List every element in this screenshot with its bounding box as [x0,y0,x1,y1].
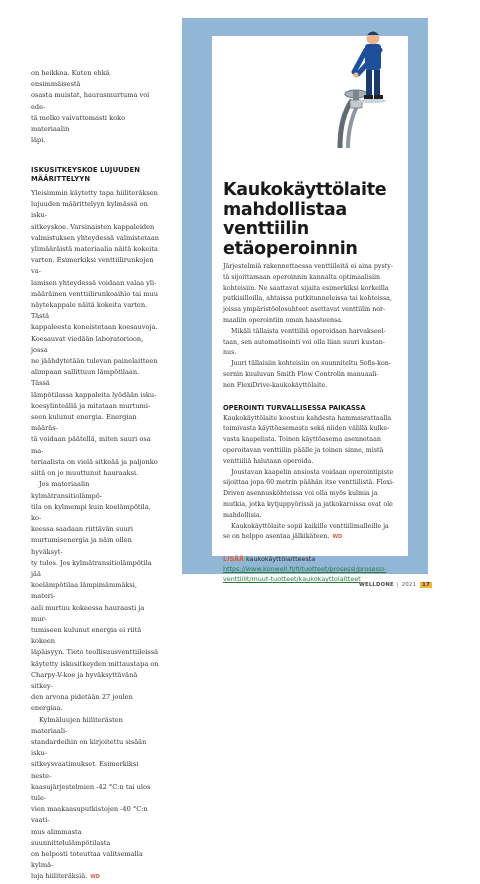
text-line: sernin kuuluvan Smith Flow Controlin manuaali- [223,370,379,378]
text-line: se on helppo asentaa jälkikäteen. [223,533,330,541]
text-line: tila on kylmempi kuin koelämpötila, ko- [31,502,151,522]
text-line: vien maakaasuputkistojen -40 °C:n vaati- [31,805,148,825]
text-line: kappaleesta koneistetaan koesauvoja. [31,323,158,332]
text-line: sijoittaa jopa 60 metrin päähän itse venttiilistä. Flexi- [223,479,395,487]
text-line: teriaalista on vielä sitkeää ja paljonko [31,457,158,466]
text-line: Charpy-V-koe ja hyväksyttävänä sitkey- [31,670,138,690]
text-line: määräinen venttiilirunkoaihio tai muu [31,289,159,298]
text-line: valmistuksen yhteydessä valmistetaan [31,233,160,242]
magazine-name: WELLDONE [358,582,394,588]
text-line: sitkeysvaatimukset. Esimerkiksi neste- [31,760,139,780]
text-line: Joustavan kaapelin ansiosta voidaan operointipiste [231,468,394,476]
text-line: ne jäähdytetään tulevan painelaitteen [31,357,158,366]
text-line: sitkeyskoe. Varsinaisten kappaleiden [31,222,155,231]
text-line: Järjestelmiä rakennettaessa venttiileitä ei aina pysty- [223,263,393,270]
text-line: standardeihin on kirjoitettu sisään isku- [31,737,147,758]
text-line: aali murtuu kokeessa hauraasti ja mur- [31,603,145,623]
text-line: Yleisimmin käytetty tapa hiiliteräksen [31,189,158,198]
text-line: tä sijoittamaan operoinnin kannalta optimaalisiin [223,273,381,281]
text-line: joissa ympäristöolosuhteet asettavat venttiilin nor- [223,306,386,314]
sidebar-paragraph-1 [223,262,403,327]
valve-operator-illustration [300,26,408,148]
more-info [223,554,403,584]
left-article-column [31,68,160,884]
text-line: Driven asennusköhteissa voi olla myös kulmia ja [223,490,378,498]
sidebar-title: Kaukokäyttölaite mahdollistaa venttiilin etäoperoinnin [223,180,387,259]
text-line: toimivasta käyttöasemasta sekä niiden välillä kulke- [223,425,390,433]
text-line: lujuuden määrittelyyn kylmässä on isku- [31,200,148,220]
text-line: vasta kaapelista. Toinen käyttöasema asennetaan [223,436,381,444]
text-line: läpäisyyn. Tieto teollisuusventtiileissä [31,648,159,657]
section-heading-iskusitkeyskoe: ISKUSITKEYSKOE LUJUUDEN MÄÄRITTELYYN [31,166,141,184]
text-line: mutkia, jotka kytjuppyörissä ja jatkokaroissa ovat ole [223,500,393,508]
text-line: luja hiiliteräksiä. [31,872,88,881]
sidebar-heading-operointi: OPEROINTI TURVALLISESSA PAIKASSA [223,403,366,412]
text-line: varten. Esimerkiksi venttiilirunkojen va- [31,256,154,276]
text-line: Koesauvat viedään laboratorioon, jossa [31,334,144,354]
text-line: on helposti toteuttaa valitsemalla kylmä- [31,850,143,870]
text-line: murtumisenergia ja näin ollen hyväksyt- [31,536,132,556]
text-line: ty tulos. Jos kylmätransitiolämpötila jää [31,558,152,578]
sidebar-body [223,262,403,584]
sidebar-paragraph-4 [223,414,403,468]
text-line: lamisen yhteydessä voidaan valaa yli- [31,278,157,287]
text-line: keessa saadaan riittävän suuri [31,525,134,534]
text-line: lämpötilassa kappaleita lyödään isku- [31,390,157,399]
text-line: nus. [223,349,237,357]
text-line: nen FlexiDrive-kaukokäyttölaite. [223,381,328,389]
text-line: Jos materiaalin kylmätransitiolämpö- [31,480,102,500]
issue-year: 2021 [401,582,417,588]
body-paragraph-1 [31,188,160,479]
text-line: käytetty iskusitkeyden mittaustapa on [31,659,159,668]
text-line: mus alimmasta suunnittelulämpötilasta [31,827,111,847]
sidebar-paragraph-6 [223,522,403,544]
page-footer [322,582,432,588]
text-line: Kaukokäyttölaite sopii kaikille venttiilimalleille ja [231,522,389,530]
text-line: kaasujärjestelmien -42 °C:n tai ulos tule- [31,782,151,802]
text-line: siitä on jo muuttunut hauraaksi. [31,469,139,478]
text-line: taan, sen automatisointi voi olla liian suuri kustan- [223,338,385,346]
footer-separator: | [396,582,399,588]
body-paragraph-3 [31,715,160,884]
text-line: ylimääräistä materiaalia näitä kokeita [31,245,158,254]
text-line: seen kulunut energia. Energian määräs- [31,413,137,433]
more-text: kaukokäyttölaitteesta [245,555,316,564]
page-number: 17 [422,582,430,588]
end-mark: WD [332,534,343,541]
text-line: operoitavan venttiilin päälle ja toinen sinne, mistä [223,446,384,454]
text-line: maaliin operointiin oman haasteensa. [223,316,344,324]
end-mark: WD [90,874,100,881]
text-line: tä voidaan päätellä, miten suuri osa ma- [31,435,151,455]
text-line: näytekappale näitä kokeita varten. Tästä [31,301,148,321]
text-line: Kylmäluujen hiiliterästen materiaali- [31,715,123,735]
text-line: Mikäli tällaista venttiiliä operoidaan harvakseel- [231,327,386,335]
text-line: putkisilloilla, ahtaissa putkitunneleissa tai kohteissa, [223,295,392,303]
text-line: den arvona pidetään 27 joulen energiaa. [31,693,133,713]
more-label: LISÄÄ [223,555,244,564]
text-line: koelämpötilaa lämpimämmäksi, materi- [31,581,138,601]
sidebar-paragraph-5 [223,468,403,522]
text-line: tumiseen kulunut energia ei riitä kokeen [31,625,142,646]
sidebar-paragraph-3 [223,359,403,391]
text-line: mahdollisia. [223,511,262,519]
sidebar-paragraph-2 [223,327,403,359]
text-line: Kaukokäyttölaite koostuu kahdesta hammasrattaalla [223,414,392,422]
product-link[interactable]: https://www.konwell.fi/fi/tuotteet/prosessi/prosessi- venttiilit/muut-tuotteet/kaukokayttolaitteet [223,565,387,584]
text-line: Juuri tällaisiin kohteisiin on suunniteltu Sofis-kon- [231,360,391,368]
text-line: alimpaan sallittuun lämpötilaan. Tässä [31,368,140,388]
text-line: koesylinteällä ja mitataan murtumi- [31,401,151,410]
text-line: kohteisiin. Ne saattavat sijaita esimerkiksi korkeilla [223,284,389,292]
text-line: venttiiliä halutaan operoida. [223,457,314,465]
body-paragraph-2 [31,479,160,714]
intro-paragraph: on heikkoa. Kuten ehkä ensimmäisestä osasta muistat, haurasmurtuma voi ede- tä melko vaivattomasti koko materiaalin läpi. [31,69,150,145]
